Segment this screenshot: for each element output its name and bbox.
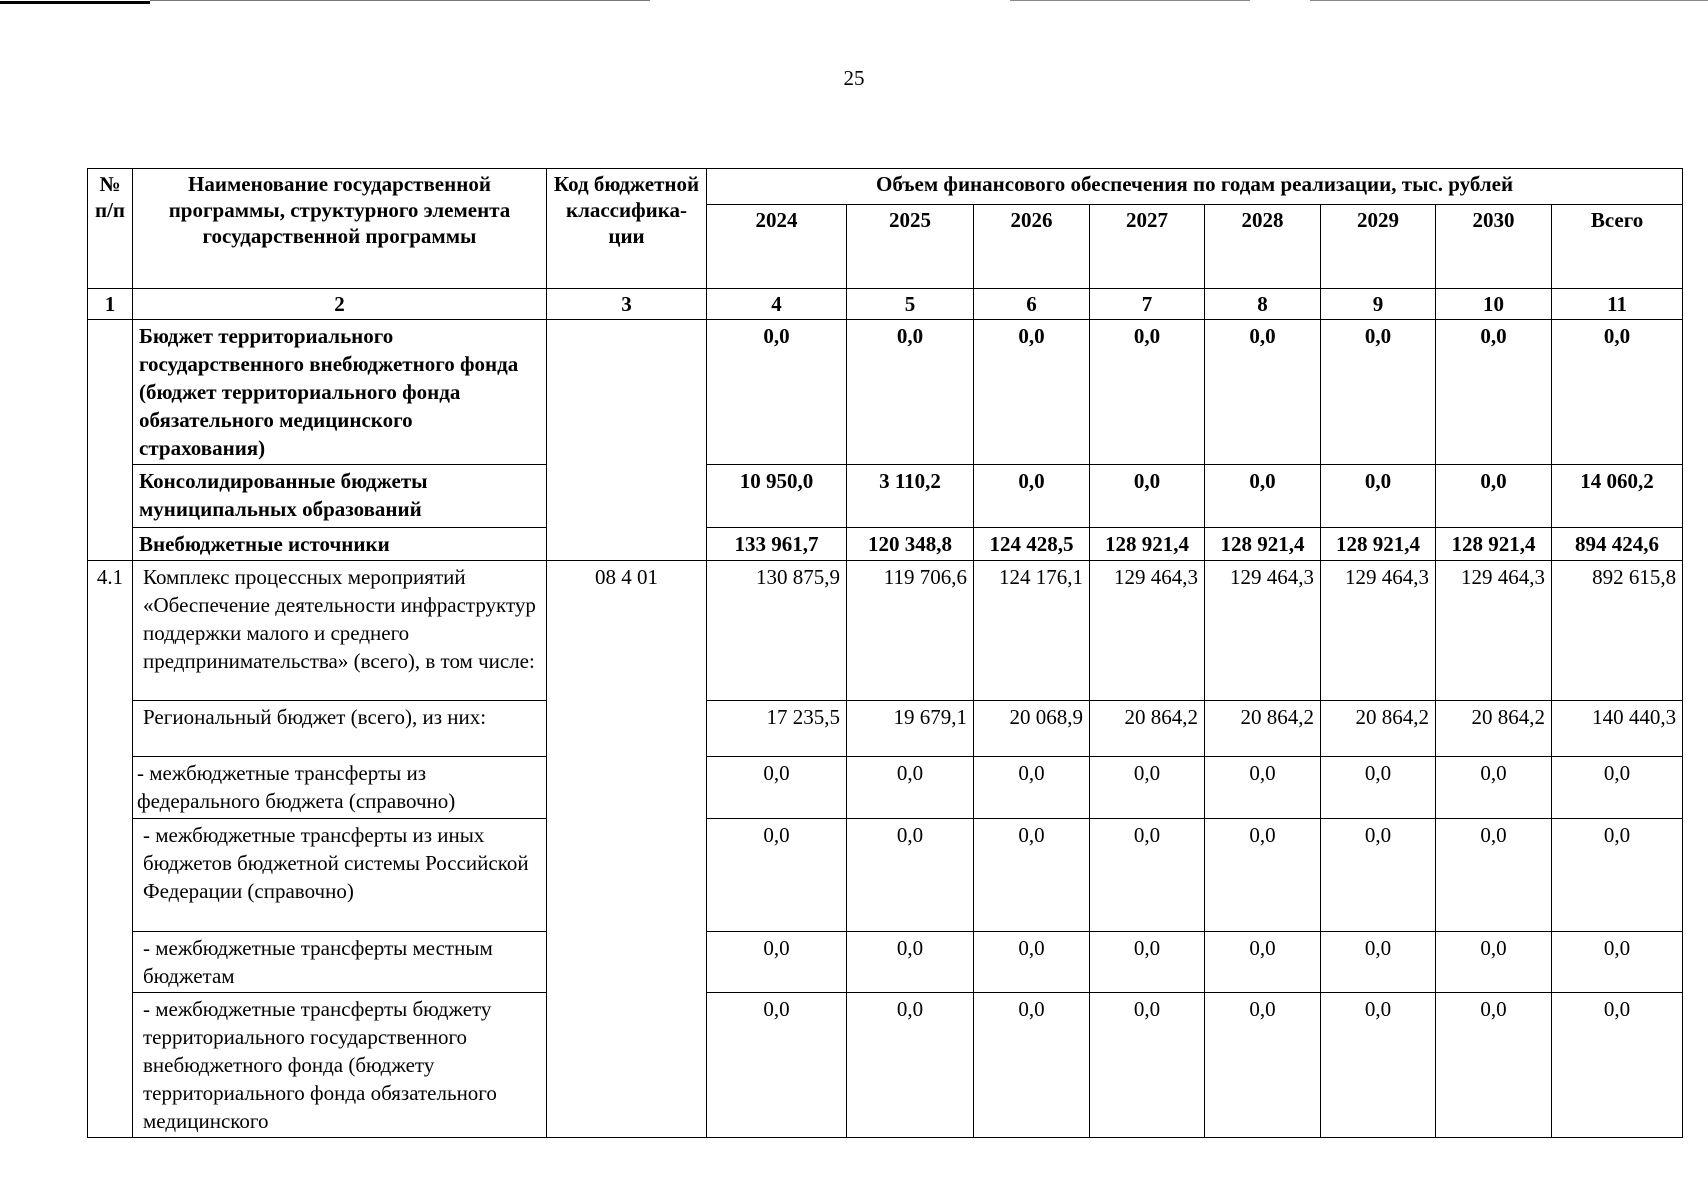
row-value: 0,0 bbox=[1090, 932, 1205, 993]
header-year: 2027 bbox=[1090, 205, 1205, 289]
index-cell: 4 bbox=[707, 289, 847, 320]
table-row bbox=[88, 993, 1683, 1138]
header-year: 2024 bbox=[707, 205, 847, 289]
row-value: 0,0 bbox=[974, 465, 1090, 528]
row-value: 20 864,2 bbox=[1436, 701, 1552, 757]
table-row bbox=[88, 819, 1683, 932]
row-value: 0,0 bbox=[707, 757, 847, 819]
row-value: 128 921,4 bbox=[1436, 528, 1552, 561]
row-value: 0,0 bbox=[1090, 993, 1205, 1138]
row-value: 0,0 bbox=[974, 932, 1090, 993]
row-value: 124 176,1 bbox=[974, 561, 1090, 701]
table-row bbox=[88, 701, 1683, 757]
row-value: 0,0 bbox=[847, 819, 974, 932]
index-cell: 8 bbox=[1205, 289, 1321, 320]
row-value: 0,0 bbox=[1090, 819, 1205, 932]
row-value: 0,0 bbox=[707, 993, 847, 1138]
row-value: 0,0 bbox=[1436, 757, 1552, 819]
header-year: 2025 bbox=[847, 205, 974, 289]
row-value: 0,0 bbox=[1321, 757, 1436, 819]
row-code bbox=[547, 320, 707, 561]
header-year: 2029 bbox=[1321, 205, 1436, 289]
row-value: 0,0 bbox=[1321, 993, 1436, 1138]
row-name: - межбюджетные трансферты местным бюджетам bbox=[133, 932, 547, 993]
row-value: 20 864,2 bbox=[1321, 701, 1436, 757]
row-value: 0,0 bbox=[974, 993, 1090, 1138]
table-row bbox=[88, 757, 1683, 819]
row-value: 17 235,5 bbox=[707, 701, 847, 757]
budget-table bbox=[87, 168, 1683, 1138]
row-name: - межбюджетные трансферты из федерального бюджета (справочно) bbox=[133, 757, 547, 819]
row-value: 0,0 bbox=[1552, 757, 1683, 819]
row-value: 120 348,8 bbox=[847, 528, 974, 561]
table-row bbox=[88, 932, 1683, 993]
row-value: 0,0 bbox=[1436, 320, 1552, 465]
row-value: 0,0 bbox=[1552, 993, 1683, 1138]
row-value: 128 921,4 bbox=[1090, 528, 1205, 561]
table-row bbox=[88, 561, 1683, 701]
row-value: 129 464,3 bbox=[1090, 561, 1205, 701]
row-value: 128 921,4 bbox=[1321, 528, 1436, 561]
index-cell: 5 bbox=[847, 289, 974, 320]
row-value: 129 464,3 bbox=[1436, 561, 1552, 701]
top-edge-line bbox=[1010, 0, 1250, 1]
row-number: 4.1 bbox=[88, 561, 133, 1138]
table-row bbox=[88, 528, 1683, 561]
index-cell: 3 bbox=[547, 289, 707, 320]
row-value: 0,0 bbox=[847, 757, 974, 819]
row-value: 0,0 bbox=[1205, 932, 1321, 993]
row-value: 20 068,9 bbox=[974, 701, 1090, 757]
row-value: 119 706,6 bbox=[847, 561, 974, 701]
row-value: 129 464,3 bbox=[1321, 561, 1436, 701]
row-value: 0,0 bbox=[1090, 757, 1205, 819]
row-value: 894 424,6 bbox=[1552, 528, 1683, 561]
index-cell: 6 bbox=[974, 289, 1090, 320]
header-total: Всего bbox=[1552, 205, 1683, 289]
row-value: 20 864,2 bbox=[1090, 701, 1205, 757]
header-number: № п/п bbox=[88, 169, 133, 289]
top-edge-line bbox=[1310, 0, 1708, 1]
header-year: 2028 bbox=[1205, 205, 1321, 289]
row-value: 140 440,3 bbox=[1552, 701, 1683, 757]
row-value: 0,0 bbox=[1552, 932, 1683, 993]
row-value: 0,0 bbox=[1321, 465, 1436, 528]
row-value: 0,0 bbox=[974, 320, 1090, 465]
row-name: Комплекс процессных мероприятий «Обеспечение деятельности инфраструктур поддержки малого и среднего предпринимательства» (всего), в том числе: bbox=[133, 561, 547, 701]
index-cell: 2 bbox=[133, 289, 547, 320]
index-row bbox=[88, 289, 1683, 320]
row-value: 0,0 bbox=[1205, 819, 1321, 932]
index-cell: 7 bbox=[1090, 289, 1205, 320]
row-value: 0,0 bbox=[847, 320, 974, 465]
row-value: 892 615,8 bbox=[1552, 561, 1683, 701]
row-value: 0,0 bbox=[707, 932, 847, 993]
row-value: 0,0 bbox=[1436, 465, 1552, 528]
row-name: - межбюджетные трансферты из иных бюджетов бюджетной системы Российской Федерации (справочно) bbox=[133, 819, 547, 932]
row-value: 0,0 bbox=[707, 819, 847, 932]
row-name: Внебюджетные источники bbox=[133, 528, 547, 561]
row-value: 0,0 bbox=[1090, 320, 1205, 465]
row-value: 130 875,9 bbox=[707, 561, 847, 701]
row-value: 0,0 bbox=[1436, 819, 1552, 932]
header-volume: Объем финансового обеспечения по годам реализации, тыс. рублей bbox=[707, 169, 1683, 205]
row-name: Консолидированные бюджеты муниципальных образований bbox=[133, 465, 547, 528]
top-edge-line bbox=[0, 1, 150, 4]
row-value: 128 921,4 bbox=[1205, 528, 1321, 561]
header-name: Наименование государственной программы, структурного элемента государственной программы bbox=[133, 169, 547, 289]
row-value: 0,0 bbox=[1205, 757, 1321, 819]
index-cell: 11 bbox=[1552, 289, 1683, 320]
row-code: 08 4 01 bbox=[547, 561, 707, 1138]
index-cell: 1 bbox=[88, 289, 133, 320]
row-value: 19 679,1 bbox=[847, 701, 974, 757]
row-value: 133 961,7 bbox=[707, 528, 847, 561]
row-value: 124 428,5 bbox=[974, 528, 1090, 561]
row-name: Региональный бюджет (всего), из них: bbox=[133, 701, 547, 757]
row-value: 129 464,3 bbox=[1205, 561, 1321, 701]
row-value: 0,0 bbox=[1436, 932, 1552, 993]
row-value: 0,0 bbox=[1205, 993, 1321, 1138]
header-code: Код бюджетной классифика-ции bbox=[547, 169, 707, 289]
row-value: 0,0 bbox=[707, 320, 847, 465]
index-cell: 9 bbox=[1321, 289, 1436, 320]
row-number bbox=[88, 320, 133, 561]
row-value: 3 110,2 bbox=[847, 465, 974, 528]
header-year: 2030 bbox=[1436, 205, 1552, 289]
header-year: 2026 bbox=[974, 205, 1090, 289]
row-value: 0,0 bbox=[1205, 465, 1321, 528]
table-row bbox=[88, 465, 1683, 528]
row-value: 0,0 bbox=[847, 993, 974, 1138]
row-value: 0,0 bbox=[1321, 819, 1436, 932]
row-value: 0,0 bbox=[1436, 993, 1552, 1138]
row-value: 20 864,2 bbox=[1205, 701, 1321, 757]
row-value: 0,0 bbox=[1552, 320, 1683, 465]
row-name: Бюджет территориального государственного внебюджетного фонда (бюджет территориального фонда обязательного медицинского страхования) bbox=[133, 320, 547, 465]
row-value: 0,0 bbox=[847, 932, 974, 993]
row-value: 0,0 bbox=[1321, 320, 1436, 465]
row-value: 14 060,2 bbox=[1552, 465, 1683, 528]
row-value: 0,0 bbox=[1552, 819, 1683, 932]
row-value: 0,0 bbox=[1090, 465, 1205, 528]
row-value: 0,0 bbox=[1321, 932, 1436, 993]
top-edge-line bbox=[150, 0, 650, 1]
table-row bbox=[88, 320, 1683, 465]
row-value: 0,0 bbox=[1205, 320, 1321, 465]
row-value: 0,0 bbox=[974, 819, 1090, 932]
row-value: 10 950,0 bbox=[707, 465, 847, 528]
index-cell: 10 bbox=[1436, 289, 1552, 320]
page-number: 25 bbox=[843, 66, 865, 90]
row-name: - межбюджетные трансферты бюджету территориального государственного внебюджетного фонда (бюджету территориального фонда обязательного медицинского bbox=[133, 993, 547, 1138]
row-value: 0,0 bbox=[974, 757, 1090, 819]
